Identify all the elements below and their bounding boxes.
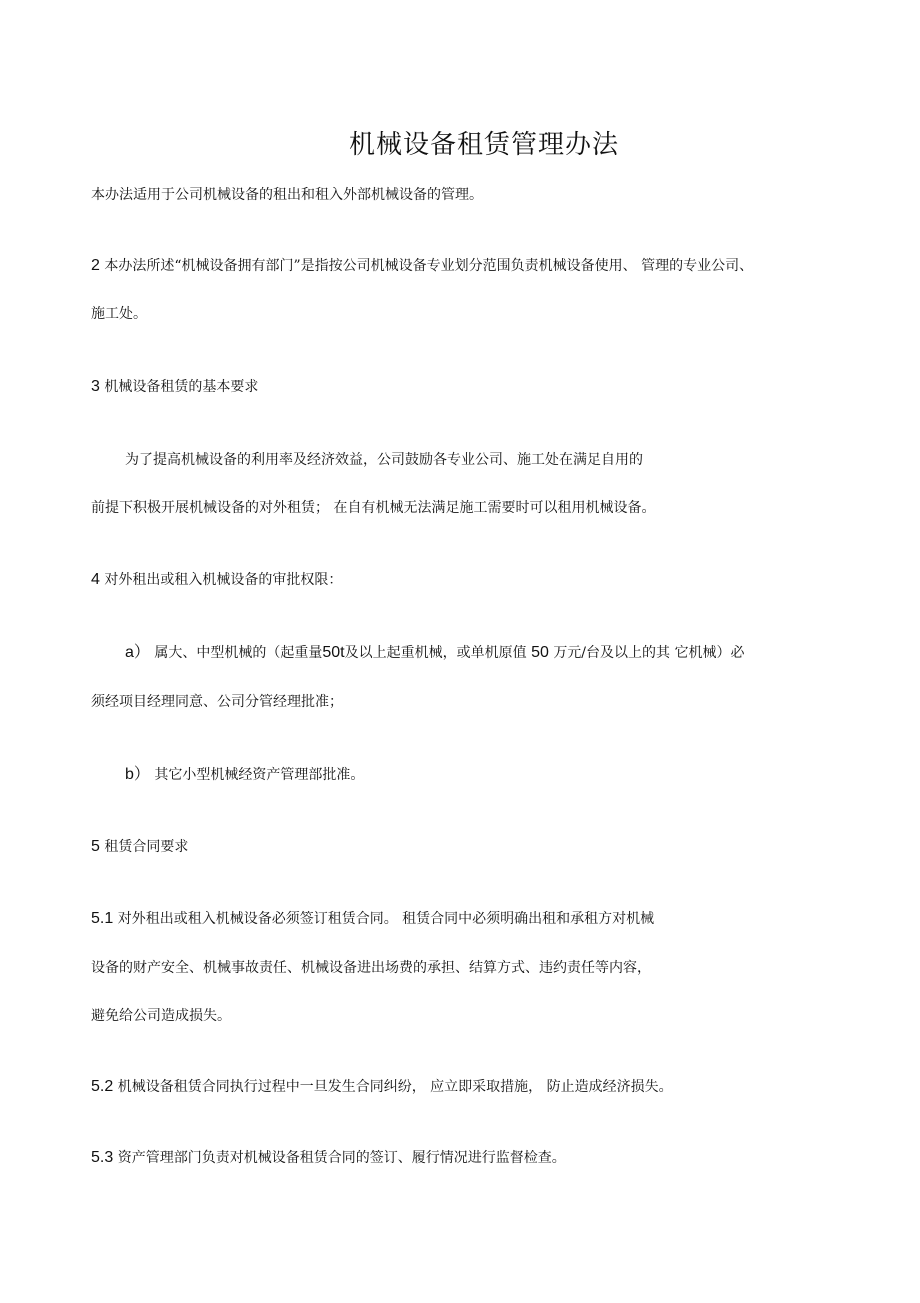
clause-4b-text: 其它小型机械经资产管理部批准。 <box>154 767 365 783</box>
clause-4a-number-1: 50t <box>322 644 345 661</box>
clause-5-1-line-3: 避免给公司造成损失。 <box>91 1008 231 1024</box>
clause-5-1-line-1 <box>91 910 654 928</box>
item-marker: b） <box>125 766 150 783</box>
clause-4a-segment-2: 及以上起重机械，或单机原值 <box>344 645 527 661</box>
clause-5-3-text: 资产管理部门负责对机械设备租赁合同的签订、履行情况进行监督检查。 <box>117 1150 566 1166</box>
clause-5-heading <box>91 838 188 856</box>
clause-4a-segment-3: 万元/台及以上的其 它机械）必 <box>553 645 745 661</box>
clause-5-2-text: 机械设备租赁合同执行过程中一旦发生合同纠纷， 应立即采取措施， 防止造成经济损失。 <box>117 1079 673 1095</box>
clause-2-text: 本办法所述“机械设备拥有部门”是指按公司机械设备专业划分范围负责机械设备使用、 管理的专业公司、 <box>104 258 754 274</box>
clause-5-text: 租赁合同要求 <box>104 839 189 855</box>
clause-3-heading <box>91 378 258 396</box>
clause-4a-line-2: 须经项目经理同意、公司分管经理批准； <box>91 694 343 710</box>
clause-5-2 <box>91 1078 673 1096</box>
clause-5-1-line-2: 设备的财产安全、机械事故责任、机械设备进出场费的承担、结算方式、违约责任等内容， <box>91 960 651 976</box>
clause-number: 3 <box>91 378 100 395</box>
clause-3-body-line-2: 前提下积极开展机械设备的对外租赁； 在自有机械无法满足施工需要时可以租用机械设备。 <box>91 500 656 516</box>
clause-5-1-text: 对外租出或租入机械设备必须签订租赁合同。 租赁合同中必须明确出租和承租方对机械 <box>117 911 655 927</box>
clause-number: 5.1 <box>91 910 114 927</box>
document-title: 机械设备租赁管理办法 <box>348 130 619 160</box>
clause-4a-line-1 <box>125 644 744 662</box>
clause-5-3 <box>91 1149 566 1167</box>
clause-number: 5.3 <box>91 1149 114 1166</box>
clause-3-text: 机械设备租赁的基本要求 <box>104 379 259 395</box>
clause-2-line-2: 施工处。 <box>91 306 147 322</box>
clause-number: 5.2 <box>91 1078 114 1095</box>
clause-4a-number-2: 50 <box>531 644 549 661</box>
clause-number: 2 <box>91 257 100 274</box>
clause-4-heading <box>91 571 342 589</box>
item-marker: a） <box>125 644 150 661</box>
clause-4-text: 对外租出或租入机械设备的审批权限： <box>104 572 343 588</box>
clause-4b <box>125 766 364 784</box>
clause-number: 5 <box>91 838 100 855</box>
clause-4a-segment-1: 属大、中型机械的（起重量 <box>154 645 323 661</box>
clause-2-line-1 <box>91 257 753 275</box>
paragraph-scope: 本办法适用于公司机械设备的租出和租入外部机械设备的管理。 <box>91 187 483 203</box>
clause-number: 4 <box>91 571 100 588</box>
clause-3-body-line-1: 为了提高机械设备的利用率及经济效益，公司鼓励各专业公司、施工处在满足自用的 <box>125 452 643 468</box>
